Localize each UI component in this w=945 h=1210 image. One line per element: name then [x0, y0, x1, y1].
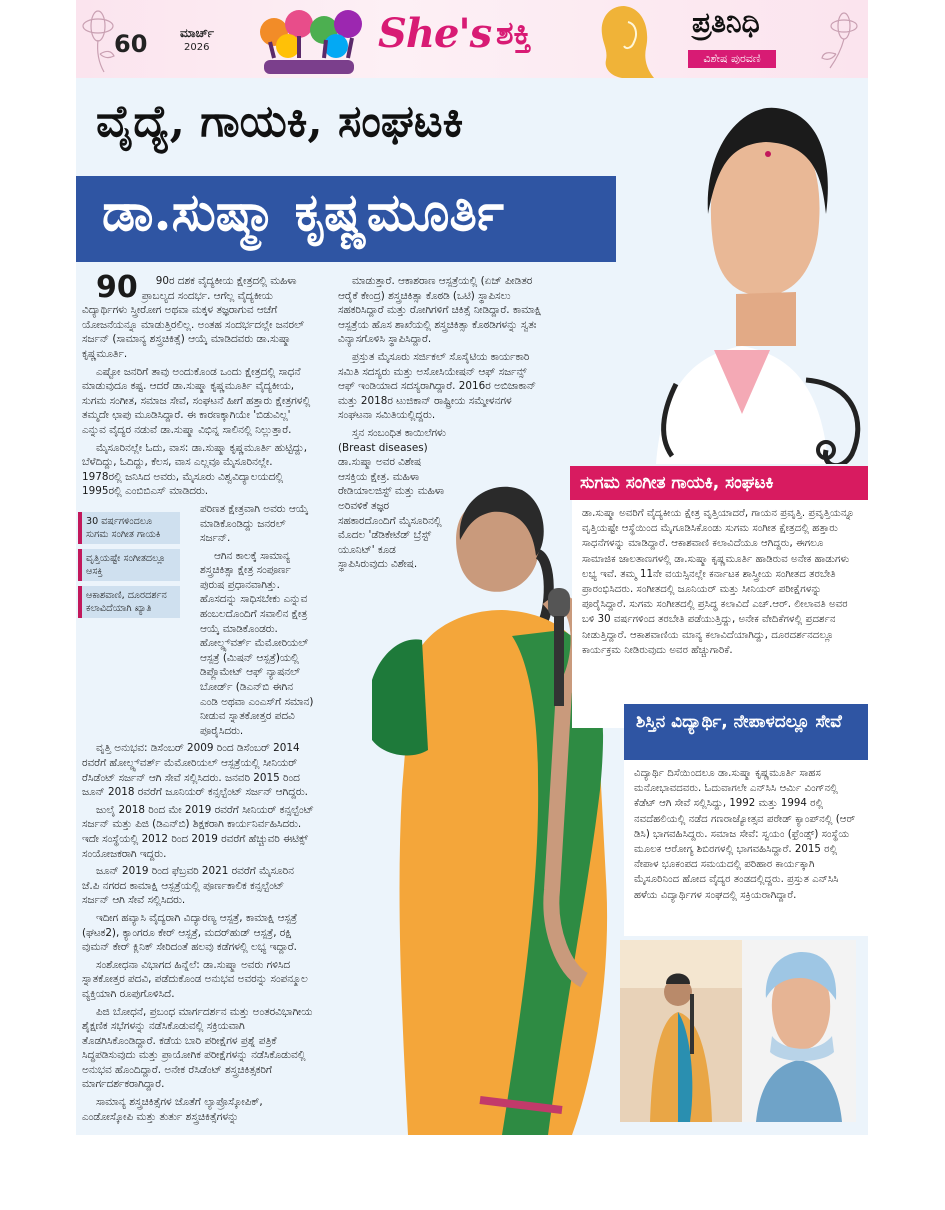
article-paragraph: ಮಾಡುತ್ತಾರೆ. ಆಕಾಶರಾಣ ಆಸ್ಪತ್ರೆಯಲ್ಲಿ (ಏಜ್ ಪೀಡಿತರ ಆರೈಕೆ ಕೇಂದ್ರ) ಶಸ್ತ್ರಚಿಕಿತ್ಸಾ ಕೊಠಡಿ (ಒಟಿ) ಸ್ಥಾಪಿಸಲು ಸಹಕರಿಸಿದ್ದಾರೆ ಮತ್ತು ರೋಗಿಗಳಿಗೆ ಚಿಕಿತ್ಸೆ ನೀಡಿದ್ದಾರೆ. ಕಾಮಾಕ್ಷಿ ಆಸ್ಪತ್ರೆಯ ಹೊಸ ಶಾಖೆಯಲ್ಲಿ ಶಸ್ತ್ರಚಿಕಿತ್ಸಾ ಕೊಠಡಿಗಳನ್ನು ಸ್ವತಃ ವಿನ್ಯಾಸಗೊಳಿಸಿ ಸ್ಥಾಪಿಸಿದ್ದಾರೆ.	[338, 275, 542, 346]
woman-silhouette-icon	[584, 0, 664, 78]
article-paragraph: ಎಷ್ಟೋ ಜನರಿಗೆ ತಾವು ಅಂದುಕೊಂಡ ಒಂದು ಕ್ಷೇತ್ರದಲ್ಲಿ ಸಾಧನೆ ಮಾಡುವುದೂ ಕಷ್ಟ. ಆದರೆ ಡಾ.ಸುಷ್ಮಾ ಕೃಷ್ಣಮೂರ್ತಿ ವೈದ್ಯಕೀಯ, ಸುಗಮ ಸಂಗೀತ, ಸಮಾಜ ಸೇವೆ, ಸಂಘಟನೆ ಹೀಗೆ ಹತ್ತಾರು ಕ್ಷೇತ್ರಗಳಲ್ಲಿ ತಮ್ಮದೇ ಛಾಪು ಮೂಡಿಸಿದ್ದಾರೆ. ಈ ಕಾರಣಕ್ಕಾಗಿಯೇ 'ಬಿಡುವಿಲ್ಲ' ಎನ್ನುವ ವೈದ್ಯರ ನಡುವೆ ಡಾ.ಸುಷ್ಮಾ ವಿಭಿನ್ನ ಸಾಲಿನಲ್ಲಿ ನಿಲ್ಲುತ್ತಾರೆ.	[82, 365, 311, 436]
brand-name-kannada: ಶಕ್ತಿ	[496, 14, 532, 52]
highlight-item: 30 ವರ್ಷಗಳಿಂದಲೂ ಸುಗಮ ಸಂಗೀತ ಗಾಯಕಿ	[78, 512, 180, 544]
page-number: 60	[114, 30, 148, 58]
article-paragraph: ಸಂಶೋಧನಾ ವಿಭಾಗದ ಹಿನ್ನೆಲೆ: ಡಾ.ಸುಷ್ಮಾ ಅವರು ಗಳಿಸಿದ ಸ್ನಾತಕೋತ್ತರ ಪದವಿ, ಪಡೆದುಕೊಂಡ ಅನುಭವ ಅವರನ್ನು ಸಂಪನ್ಮೂಲ ವ್ಯಕ್ತಿಯಾಗಿ ರೂಪುಗೊಳಿಸಿದೆ.	[82, 958, 308, 1000]
article-paragraph: ಸ್ತನ ಸಂಬಂಧಿತ ಕಾಯಿಲೆಗಳು (Breast diseases) ಡಾ.ಸುಷ್ಮಾ ಅವರ ವಿಶೇಷ ಆಸಕ್ತಿಯ ಕ್ಷೇತ್ರ. ಮಹಿಳಾ ರೇಡಿಯಾಲಜಿಸ್ಟ್ ಮತ್ತು ಮಹಿಳಾ ಅರಿವಳಿಕೆ ತಜ್ಞರ ಸಹಕಾರದೊಂದಿಗೆ ಮೈಸೂರಿನಲ್ಲಿ ಮೊದಲ 'ಡೆಡಿಕೇಟೆಡ್ ಬ್ರೆಸ್ಟ್ ಯೂನಿಟ್' ಕೂಡ ಸ್ಥಾಪಿಸಿರುವುದು ವಿಶೇಷ.	[338, 426, 446, 571]
article-paragraph: ಮೈಸೂರಿನಲ್ಲೇ ಓದು, ವಾಸ: ಡಾ.ಸುಷ್ಮಾ ಕೃಷ್ಣಮೂರ್ತಿ ಹುಟ್ಟಿದ್ದು, ಬೆಳೆದಿದ್ದು, ಓದಿದ್ದು, ಕೆಲಸ, ವಾಸ ಎಲ್ಲವೂ ಮೈಸೂರಿನಲ್ಲೇ. 1978ರಲ್ಲಿ ಜನಿಸಿದ ಅವರು, ಮೈಸೂರು ವಿಶ್ವವಿದ್ಯಾಲಯದಲ್ಲಿ 1995ರಲ್ಲಿ ಎಂಬಿಬಿಎಸ್ ಮಾಡಿದರು.	[82, 441, 308, 498]
article-paragraph: ಜುಲೈ 2018 ರಿಂದ ಮೇ 2019 ರವರೆಗೆ ಸೀನಿಯರ್ ಕನ್ಸಲ್ಟೆಂಟ್ ಸರ್ಜನ್ ಮತ್ತು ಪಿಜಿ (ಡಿಎನ್‌ಬಿ) ಶಿಕ್ಷಕರಾಗಿ ಕಾರ್ಯನಿರ್ವಹಿಸಿದರು. ಇದೇ ಸಂಸ್ಥೆಯಲ್ಲಿ 2012 ರಿಂದ 2019 ರವರೆಗೆ ಹೆಚ್ಚುವರಿ ಈಟಿಕ್ಸ್ ಸಂಯೋಜಕರಾಗಿ ಇದ್ದರು.	[82, 803, 314, 860]
box-text: ಡಾ.ಸುಷ್ಮಾ ಅವರಿಗೆ ವೈದ್ಯಕೀಯ ಕ್ಷೇತ್ರ ವೃತ್ತಿಯಾದರೆ, ಗಾಯನ ಪ್ರವೃತ್ತಿ. ಪ್ರವೃತ್ತಿಯನ್ನೂ ವೃತ್ತಿಯಷ್ಟೇ ಆಸ್ಥೆಯಿಂದ ಮೈಗೂಡಿಸಿಕೊಂಡು ಸುಗಮ ಸಂಗೀತ ಕ್ಷೇತ್ರದಲ್ಲಿ ಹತ್ತಾರು ಸಾಧನೆಗಳನ್ನು ಮಾಡಿದ್ದಾರೆ. ಆಕಾಶವಾಣಿ ಕಲಾವಿದೆಯೂ ಆಗಿದ್ದರು, ಈಗಲೂ ಸಾಮಾಜಿಕ ಜಾಲತಾಣಗಳಲ್ಲಿ ಡಾ.ಸುಷ್ಮಾ ಕೃಷ್ಣಮೂರ್ತಿ ಹಾಡಿರುವ ಅನೇಕ ಹಾಡುಗಳು ಲಭ್ಯ ಇವೆ. ತಮ್ಮ 11ನೇ ವಯಸ್ಸಿನಲ್ಲೇ ಕರ್ನಾಟಕ ಶಾಸ್ತ್ರೀಯ ಸಂಗೀತದ ತರಬೇತಿ ಪ್ರಾರಂಭಿಸಿದರು. ಸಂಗೀತದಲ್ಲಿ ಜೂನಿಯರ್ ಮತ್ತು ಸೀನಿಯರ್ ಪರೀಕ್ಷೆಗಳನ್ನು ಪೂರೈಸಿದ್ದಾರೆ. ಸುಗಮ ಸಂಗೀತದಲ್ಲಿ ಪ್ರಸಿದ್ಧ ಕಲಾವಿದೆ ಎಚ್.ಆರ್. ಲೀಲಾವತಿ ಅವರ ಬಳಿ 30 ವರ್ಷಗಳಿಂದ ತರಬೇತಿ ಪಡೆಯುತ್ತಿದ್ದು, ಅನೇಕ ವೇದಿಕೆಗಳಲ್ಲಿ ಪ್ರದರ್ಶನ ನೀಡುತ್ತಿದ್ದಾರೆ. ಆಕಾಶವಾಣಿಯ ಮಾನ್ಯ ಕಲಾವಿದೆಯಾಗಿದ್ದು, ದೂರದರ್ಶನದಲ್ಲೂ ಕಾರ್ಯಕ್ರಮ ನೀಡಿರುವುದು ಅವರ ಹೆಚ್ಚುಗಾರಿಕೆ.	[582, 508, 855, 656]
flower-outline-icon	[78, 4, 118, 74]
issue-month: ಮಾರ್ಚ್	[180, 26, 214, 40]
portrait-photo	[616, 84, 868, 464]
box-title-ncc: ಶಿಸ್ತಿನ ವಿದ್ಯಾರ್ಥಿ, ನೇಪಾಳದಲ್ಲೂ ಸೇವೆ	[624, 704, 868, 760]
flower-outline-icon	[816, 6, 866, 72]
highlight-item: ವೃತ್ತಿಯಷ್ಟೇ ಸಂಗೀತದಲ್ಲೂ ಆಸಕ್ತಿ	[78, 549, 180, 581]
article-paragraph: ಪರಿಣತ ಕ್ಷೇತ್ರವಾಗಿ ಅವರು ಆಯ್ಕೆ ಮಾಡಿಕೊಂಡಿದ್ದು ಜನರಲ್ ಸರ್ಜನ್.	[200, 502, 309, 545]
header-band	[76, 0, 868, 78]
box-title-music: ಸುಗಮ ಸಂಗೀತ ಗಾಯಕಿ, ಸಂಘಟಕಿ	[570, 466, 868, 500]
newspaper-masthead: ಪ್ರತಿನಿಧಿ	[692, 6, 760, 39]
article-paragraph: ವೃತ್ತಿ ಅನುಭವ: ಡಿಸೆಂಬರ್ 2009 ರಿಂದ ಡಿಸೆಂಬರ್ 2014 ರವರೆಗೆ ಹೋಲ್ಡ್ಸ್‌ವರ್ತ್ ಮೆಮೋರಿಯಲ್ ಆಸ್ಪತ್ರೆಯಲ್ಲಿ ಸೀನಿಯರ್ ರೆಸಿಡೆಂಟ್ ಸರ್ಜನ್ ಆಗಿ ಸೇವೆ ಸಲ್ಲಿಸಿದರು. ಜನವರಿ 2015 ರಿಂದ ಜೂನ್ 2018 ರವರೆಗೆ ಜೂನಿಯರ್ ಕನ್ಸಲ್ಟೆಂಟ್ ಸರ್ಜನ್ ಆಗಿದ್ದರು.	[82, 742, 308, 799]
article-paragraph: ಇದೀಗ ಹವ್ಯಾಸಿ ವೈದ್ಯರಾಗಿ ವಿದ್ಯಾರಣ್ಯ ಆಸ್ಪತ್ರೆ, ಕಾಮಾಕ್ಷಿ ಆಸ್ಪತ್ರೆ (ಘಟಕ2), ಕ್ಯಾಂಗರೂ ಕೇರ್ ಆಸ್ಪತ್ರೆ, ಮದರ್‌ಹುಡ್ ಆಸ್ಪತ್ರೆ, ರಕ್ಷಿ ವುಮನ್ ಕೇರ್ ಕ್ಲಿನಿಕ್ ಸೇರಿದಂತೆ ಹಲವು ಕಡೆಗಳಲ್ಲಿ ಲಭ್ಯ ಇದ್ದಾರೆ.	[82, 911, 298, 954]
article-paragraph: ಆಗಿನ ಕಾಲಕ್ಕೆ ಸಾಮಾನ್ಯ ಶಸ್ತ್ರಚಿಕಿತ್ಸಾ ಕ್ಷೇತ್ರ ಸಂಪೂರ್ಣ ಪುರುಷ ಪ್ರಧಾನವಾಗಿತ್ತು. ಹೊಸದನ್ನು ಸಾಧಿಸಬೇಕು ಎನ್ನುವ ಹಂಬಲದೊಂದಿಗೆ ಸವಾಲಿನ ಕ್ಷೇತ್ರ ಆಯ್ಕೆ ಮಾಡಿಕೊಂಡರು. ಹೋಲ್ಡ್ಸ್‌ವರ್ತ್ ಮೆಮೋರಿಯಲ್ ಆಸ್ಪತ್ರೆ (ಮಿಷನ್ ಆಸ್ಪತ್ರೆ)ಯಲ್ಲಿ ಡಿಪ್ಲೊಮೇಟ್ ಆಫ್ ನ್ಯಾಷನಲ್ ಬೋರ್ಡ್ (ಡಿಎನ್‌ಬಿ ಈಗಿನ ಎಂಡಿ ಅಥವಾ ಎಂಎಸ್‌ಗೆ ಸಮಾನ) ನೀಡುವ ಸ್ನಾತಕೋತ್ತರ ಪದವಿ ಪೂರೈಸಿದರು.	[200, 549, 314, 737]
highlights-sidebar	[78, 512, 180, 623]
article-headline: ವೈದ್ಯೆ, ಗಾಯಕಿ, ಸಂಘಟಕಿ	[96, 96, 464, 147]
issue-year: 2026	[184, 42, 210, 53]
hands-raised-illustration-icon	[244, 2, 374, 76]
surgeon-photo	[742, 940, 856, 1122]
performance-photo	[620, 940, 744, 1122]
article-column-1	[82, 270, 314, 1127]
article-paragraph: ಪ್ರಸ್ತುತ ಮೈಸೂರು ಸರ್ಜಿಕಲ್ ಸೊಸೈಟಿಯ ಕಾರ್ಯಕಾರಿ ಸಮಿತಿ ಸದಸ್ಯರು ಮತ್ತು ಅಸೋಸಿಯೇಷನ್ ಆಫ್ ಸರ್ಜನ್ಸ್ ಆಫ್ ಇಂಡಿಯಾದ ಸದಸ್ಯರಾಗಿದ್ದಾರೆ. 2016ರ ಅಬಿಜಾಕಾನ್ ಮತ್ತು 2018ರ ಟುಜಿಕಾನ್ ರಾಷ್ಟ್ರೀಯ ಸಮ್ಮೇಳನಗಳ ಸಂಘಟನಾ ಸಮಿತಿಯಲ್ಲಿದ್ದರು.	[338, 350, 536, 422]
subject-name: ಡಾ.ಸುಷ್ಮಾ ಕೃಷ್ಣಮೂರ್ತಿ	[102, 182, 504, 243]
box-text: ವಿದ್ಯಾರ್ಥಿ ದಿಸೆಯಿಂದಲೂ ಡಾ.ಸುಷ್ಮಾ ಕೃಷ್ಣಮೂರ್ತಿ ಸಾಹಸ ಮನೋಭಾವದವರು. ಓದುವಾಗಲೇ ಎನ್‌ಸಿಸಿ ಆರ್ಮಿ ವಿಂಗ್‌ನಲ್ಲಿ ಕೆಡೆಟ್ ಆಗಿ ಸೇವೆ ಸಲ್ಲಿಸಿದ್ದು, 1992 ಮತ್ತು 1994 ರಲ್ಲಿ ನವದೆಹಲಿಯಲ್ಲಿ ನಡೆದ ಗಣರಾಜ್ಯೋತ್ಸವ ಪರೇಡ್ ಕ್ಯಾಂಪ್‌ನಲ್ಲಿ (ಆರ್ ಡಿಸಿ) ಭಾಗವಹಿಸಿದ್ದರು. ಸಮಾಜ ಸೇವೆ: ಸ್ವಯಂ (ಫ್ರೆಂಡ್ಸ್) ಸಂಸ್ಥೆಯ ಮೂಲಕ ಆರೋಗ್ಯ ಶಿಬಿರಗಳಲ್ಲಿ ಭಾಗವಹಿಸಿದ್ದಾರೆ. 2015 ರಲ್ಲಿ ನೇಪಾಳ ಭೂಕಂಪದ ಸಮಯದಲ್ಲಿ ಪರಿಹಾರ ಕಾರ್ಯಕ್ಕಾಗಿ ಮೈಸೂರಿನಿಂದ ಹೋದ ವೈದ್ಯರ ತಂಡದಲ್ಲಿದ್ದರು. ಪ್ರಸ್ತುತ ಎನ್‌ಸಿಸಿ ಹಳೆಯ ವಿದ್ಯಾರ್ಥಿಗಳ ಸಂಘದಲ್ಲಿ ಸಕ್ರಿಯರಾಗಿದ್ದಾರೆ.	[634, 768, 856, 901]
magazine-page	[76, 0, 868, 1135]
article-paragraph	[82, 270, 314, 362]
article-paragraph: ಜೂನ್ 2019 ರಿಂದ ಫೆಬ್ರವರಿ 2021 ರವರೆಗೆ ಮೈಸೂರಿನ ಜೆ.ಪಿ ನಗರದ ಕಾಮಾಕ್ಷಿ ಆಸ್ಪತ್ರೆಯಲ್ಲಿ ಪೂರ್ಣಕಾಲಿಕ ಕನ್ಸಲ್ಟೆಂಟ್ ಸರ್ಜನ್ ಆಗಿ ಸೇವೆ ಸಲ್ಲಿಸಿದರು.	[82, 865, 294, 907]
sidebar-box-music	[572, 500, 868, 728]
brand-name-latin: She's	[378, 10, 492, 57]
edition-label: ವಿಶೇಷ ಪುರವಣಿ	[688, 50, 776, 68]
article-paragraph: ಸಾಮಾನ್ಯ ಶಸ್ತ್ರಚಿಕಿತ್ಸೆಗಳ ಜೊತೆಗೆ ಲ್ಯಾಪ್ರೊಸ್ಕೋಪಿಕ್, ಎಂಡೋಸ್ಕೋಪಿ ಮತ್ತು ತುರ್ತು ಶಸ್ತ್ರಚಿಕಿತ್ಸೆಗಳನ್ನು	[82, 1096, 263, 1123]
sidebar-box-ncc	[624, 760, 868, 936]
article-paragraph-text: 90ರ ದಶಕ ವೈದ್ಯಕೀಯ ಕ್ಷೇತ್ರದಲ್ಲಿ ಮಹಿಳಾ ಪ್ರಾಬಲ್ಯದ ಸಂದರ್ಭ. ಆಗೆಲ್ಲ ವೈದ್ಯಕೀಯ ವಿದ್ಯಾರ್ಥಿಗಳು ಸ್ತ್ರೀರೋಗ ಅಥವಾ ಮಕ್ಕಳ ತಜ್ಞರಾಗುವ ಆಚೆಗೆ ಯೋಜನೆಯನ್ನೂ ಮಾಡುತ್ತಿರಲಿಲ್ಲ. ಅಂತಹ ಸಂದರ್ಭದಲ್ಲೇ ಜನರಲ್ ಸರ್ಜನ್ (ಸಾಮಾನ್ಯ ಶಸ್ತ್ರಚಿಕಿತ್ಸೆ) ಆಯ್ಕೆ ಮಾಡಿದವರು ಡಾ.ಸುಷ್ಮಾ ಕೃಷ್ಣಮೂರ್ತಿ.	[82, 275, 305, 360]
drop-cap: 90	[96, 270, 138, 305]
article-paragraph: ಪಿಜಿ ಬೋಧನೆ, ಪ್ರಬಂಧ ಮಾರ್ಗದರ್ಶನ ಮತ್ತು ಅಂತರವಿಭಾಗೀಯ ಶೈಕ್ಷಣಿಕ ಸಭೆಗಳನ್ನು ನಡೆಸಿಕೊಡುವಲ್ಲಿ ಸಕ್ರಿಯವಾಗಿ ತೊಡಗಿಸಿಕೊಂಡಿದ್ದಾರೆ. ಕಡೆಯ ಬಾರಿ ಪರೀಕ್ಷೆಗಳ ಪ್ರಶ್ನೆ ಪತ್ರಿಕೆ ಸಿದ್ಧಪಡಿಸುವುದು ಮತ್ತು ಪ್ರಾಯೋಗಿಕ ಪರೀಕ್ಷೆಗಳನ್ನು ನಡೆಸಿಕೊಡುವಲ್ಲಿ ಅನುಭವ ಹೊಂದಿದ್ದಾರೆ. ಅನೇಕ ರೆಸಿಡೆಂಟ್ ಶಸ್ತ್ರಚಿಕಿತ್ಸಕರಿಗೆ ಮಾರ್ಗದರ್ಶಕರಾಗಿದ್ದಾರೆ.	[82, 1005, 313, 1091]
highlight-item: ಆಕಾಶವಾಣಿ, ದೂರದರ್ಶನ ಕಲಾವಿದೆಯಾಗಿ ಖ್ಯಾತಿ	[78, 586, 180, 618]
